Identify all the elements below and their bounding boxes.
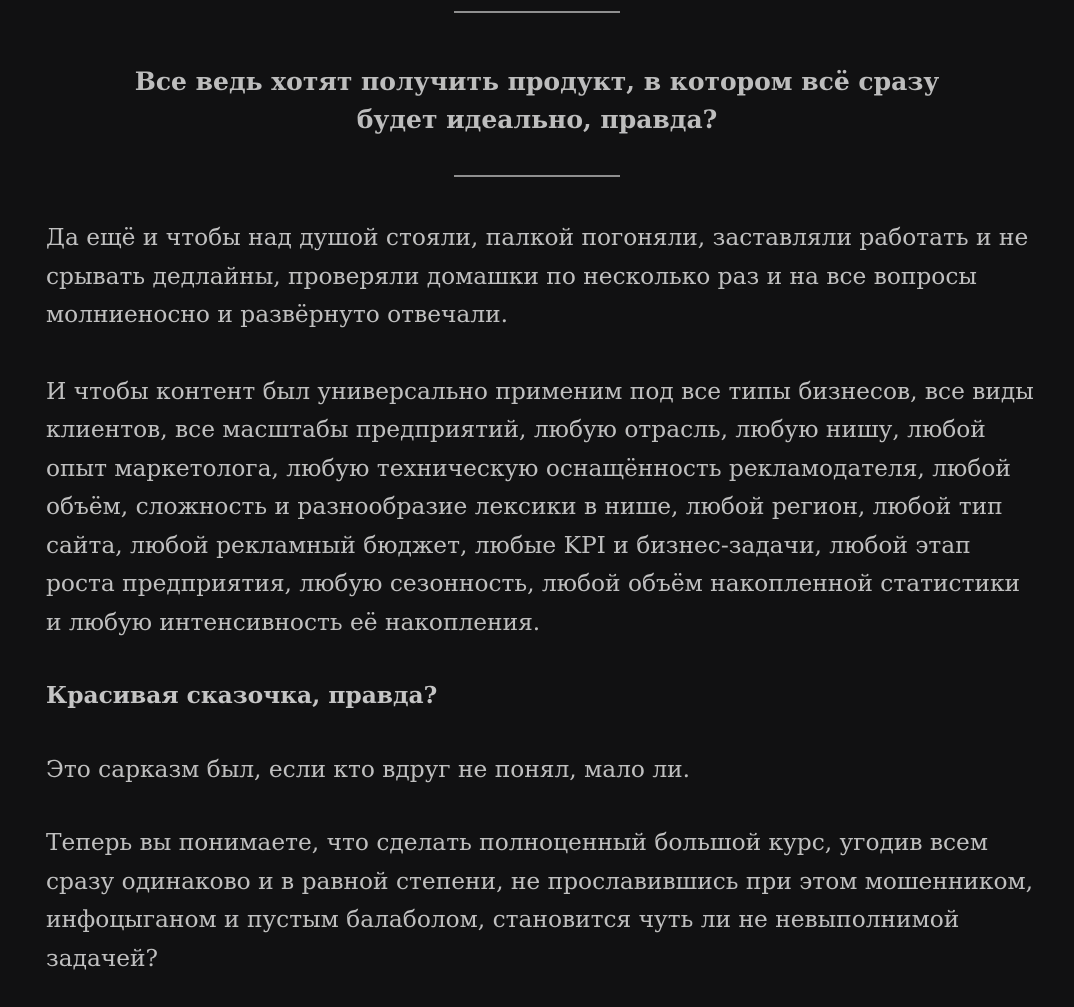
- paragraph: Это сарказм был, если кто вдруг не понял, мало ли.: [46, 755, 691, 783]
- pull-quote: Все ведь хотят получить продукт, в котором всё сразу будет идеально, правда?: [134, 67, 940, 134]
- article: [46, 0, 1036, 978]
- divider-top: [454, 11, 620, 13]
- divider-bottom: [454, 175, 620, 177]
- paragraph: И чтобы контент был универсально применим под все типы бизнесов, все виды клиентов, все масштабы предприятий, любую отрасль, любую нишу, любой опыт маркетолога, любую техническую оснащённость рекламодателя, любой объём, сложность и разнообразие лексики в нише, любой регион, любой тип сайта, любой рекламный бюджет, любые KPI и бизнес-задачи, любой этап роста предприятия, любую сезонность, любой объём накопленной статистики и любую интенсивность её накопления.: [46, 377, 1034, 636]
- paragraph: Теперь вы понимаете, что сделать полноценный большой курс, угодив всем сразу одинаково и в равной степени, не прославившись при этом мошенником, инфоцыганом и пустым балаболом, становится чуть ли не невыполнимой задачей?: [46, 829, 1034, 972]
- bold-paragraph: Красивая сказочка, правда?: [46, 682, 438, 709]
- paragraph: Да ещё и чтобы над душой стояли, палкой погоняли, заставляли работать и не срывать дедлайны, проверяли домашки по несколько раз и на все вопросы молниеносно и развёрнуто отвечали.: [46, 224, 1029, 328]
